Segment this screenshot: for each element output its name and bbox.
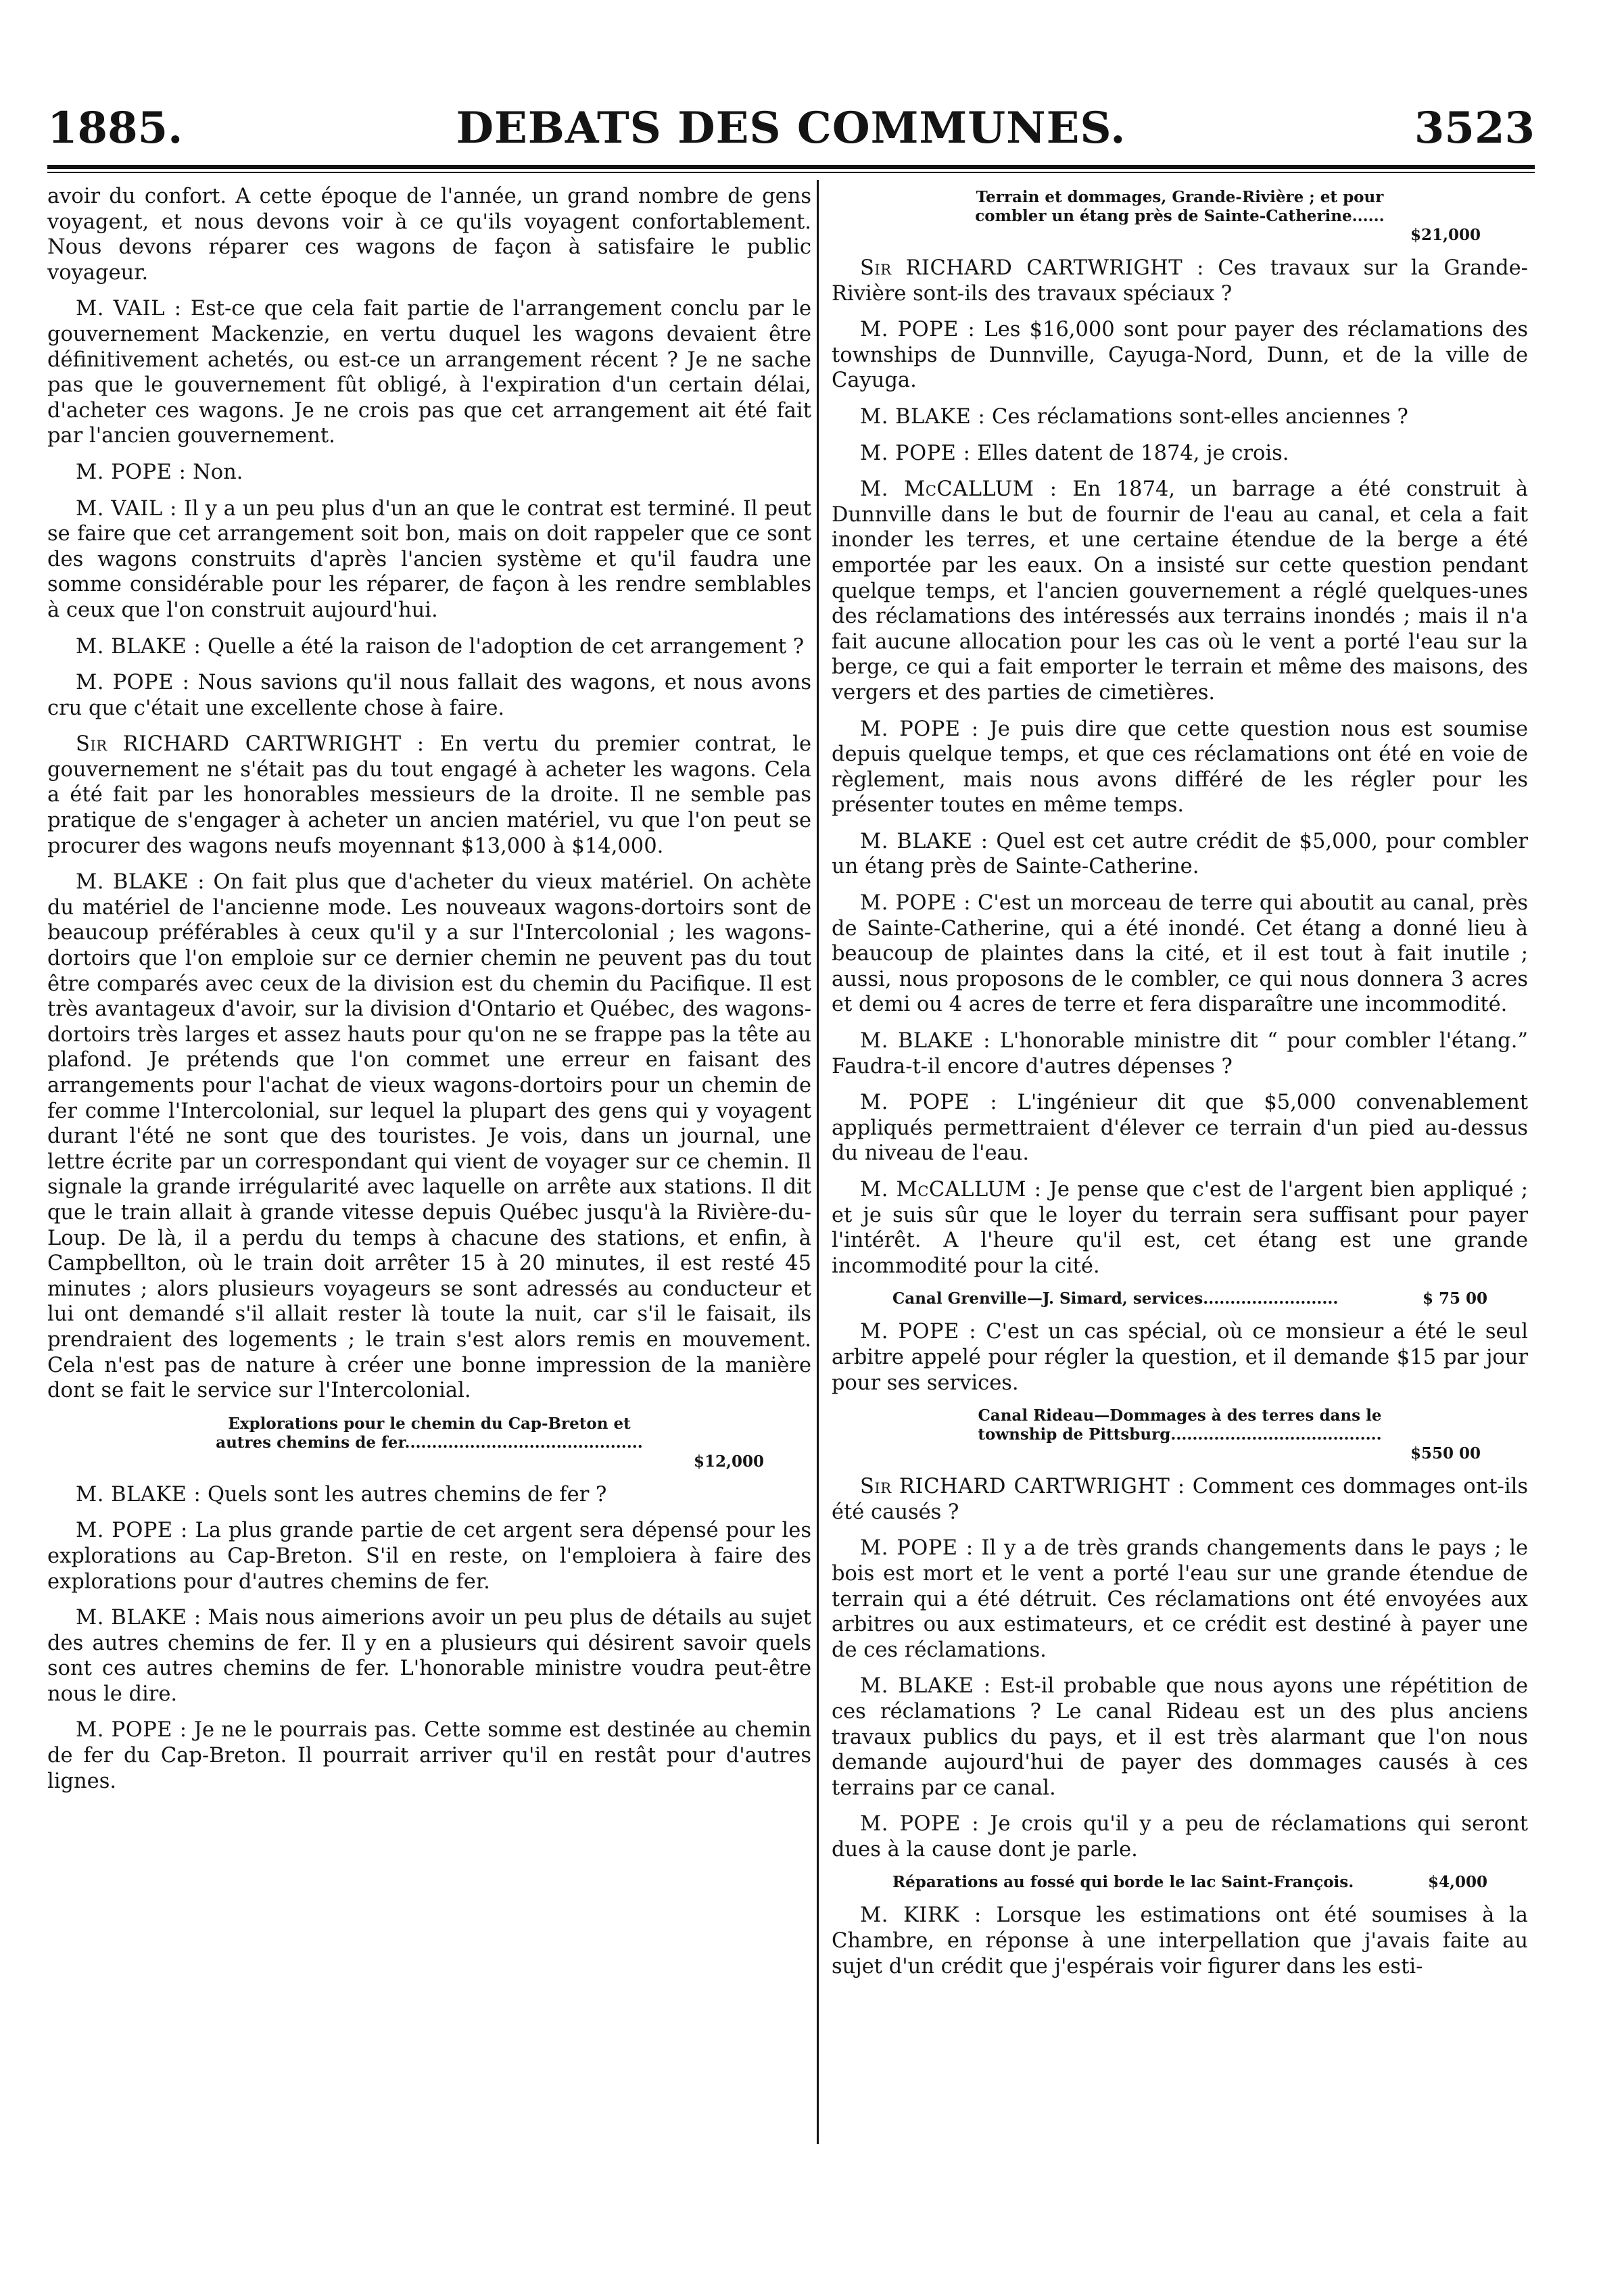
paragraph	[47, 296, 811, 449]
speaker-name: Sir RICHARD CARTWRIGHT :	[860, 1475, 1185, 1499]
budget-item	[832, 1873, 1528, 1892]
paragraph	[47, 184, 811, 285]
speaker-name: M. POPE :	[76, 460, 187, 484]
speech-text: Non.	[193, 460, 243, 484]
paragraph	[832, 1319, 1528, 1396]
speech-text: L'honorable ministre dit “ pour combler l'étang.” Faudra-t-il encore d'autres dépenses ?	[832, 1029, 1528, 1078]
budget-item-description: autres chemins de fer............................................	[216, 1433, 643, 1452]
speech-text: Ces réclamations sont-elles anciennes ?	[992, 404, 1408, 429]
budget-item-amount: $550 00	[1410, 1444, 1481, 1463]
paragraph	[832, 1903, 1528, 1979]
budget-item	[832, 1406, 1528, 1463]
paragraph	[832, 477, 1528, 705]
paragraph	[47, 670, 811, 721]
paragraph	[47, 732, 811, 859]
speech-text: Je crois qu'il y a peu de réclamations qui seront dues à la cause dont je parle.	[832, 1812, 1528, 1861]
speaker-name: M. BLAKE :	[860, 829, 988, 853]
budget-item-amount: $12,000	[693, 1452, 764, 1471]
speaker-name: Sir RICHARD CARTWRIGHT :	[76, 732, 425, 757]
speaker-name: M. KIRK :	[860, 1903, 982, 1928]
page-header	[47, 101, 1535, 162]
paragraph	[47, 634, 811, 660]
speaker-name: M. POPE :	[860, 1320, 977, 1344]
budget-item-amount: $ 75 00	[1422, 1289, 1487, 1308]
paragraph-text: avoir du confort. A cette époque de l'année, un grand nombre de gens voyagent, et nous devons voir à ce qu'ils voyagent confortablement. Nous devons réparer ces wagons de façon à satisfaire le public voyageur.	[47, 185, 811, 285]
header-year: 1885.	[47, 103, 183, 153]
speaker-name: M. POPE :	[76, 1718, 187, 1742]
paragraph	[832, 1090, 1528, 1166]
budget-item-description: combler un étang près de Sainte-Catherine......	[975, 207, 1385, 225]
paragraph	[832, 1811, 1528, 1862]
speaker-name: M. VAIL :	[76, 496, 177, 521]
budget-item	[47, 1415, 811, 1471]
paragraph	[832, 717, 1528, 818]
speaker-name: M. BLAKE :	[76, 1606, 201, 1630]
header-rule-thick	[47, 165, 1535, 169]
speech-text: Il y a un peu plus d'un an que le contrat est terminé. Il peut se faire que cet arrangement soit bon, mais on doit rappeler que ce sont des wagons construits d'après l'ancien système et qu'il faudra une somme considérable pour les réparer, de façon à les rendre semblables à ceux que l'on construit aujourd'hui.	[47, 496, 812, 622]
speaker-name: M. POPE :	[860, 1812, 980, 1836]
speaker-name: M. POPE :	[860, 717, 979, 741]
speech-text: Quel est cet autre crédit de $5,000, pour combler un étang près de Sainte-Catherine.	[832, 829, 1528, 879]
speech-text: Comment ces dommages ont-ils été causés ?	[832, 1475, 1529, 1524]
speech-text: Quels sont les autres chemins de fer ?	[208, 1482, 607, 1506]
speaker-name: M. POPE :	[76, 671, 190, 695]
speaker-name: M. POPE :	[860, 1091, 998, 1115]
budget-item	[832, 188, 1528, 245]
left-column	[47, 184, 811, 1805]
speech-text: On fait plus que d'acheter du vieux matériel. On achète du matériel de l'ancienne mode. Les nouveaux wagons-dortoirs sont de beaucoup préférables à ceux qu'il y a sur l'Intercolonial ; les wagons-dortoirs que l'on emploie sur ce dernier chemin ne peuvent pas du tout être comparés avec ceux de la division est du chemin du Pacifique. Il est très avantageux d'avoir, sur la division d'Ontario et Québec, des wagons-dortoirs très larges et assez hauts pour qu'on ne se frappe pas la tête au plafond. Je prétends que l'on commet une erreur en faisant des arrangements pour l'achat de vieux wagons-dortoirs pour un chemin de fer comme l'Intercolonial, sur lequel la plupart des gens qui y voyagent durant l'été ne sont que des touristes. Je vois, dans un journal, une lettre écrite par un correspondant qui vient de voyager sur ce chemin. Il signale la grande irrégularité avec laquelle on arrête aux stations. Il dit que le train allait à grande vitesse depuis Québec jusqu'à la Rivière-du-Loup. De là, il a perdu du temps à chacune des stations, et enfin, à Campbellton, où le train doit arrêter 15 à 20 minutes, il est resté 45 minutes ; alors plusieurs voyageurs se sont adressés au conducteur et lui ont demandé s'il allait rester là toute la nuit, car s'il le faisait, ils prendraient des logements ; le train s'est alors remis en mouvement. Cela n'est pas de nature à créer une bonne impression de la manière dont se fait le service sur l'Intercolonial.	[47, 870, 811, 1403]
header-rule-thin	[47, 172, 1535, 173]
speech-text: Ces travaux sur la Grande-Rivière sont-ils des travaux spéciaux ?	[832, 256, 1528, 306]
speaker-name: M. BLAKE :	[860, 404, 986, 429]
budget-item-amount: $4,000	[1427, 1873, 1487, 1892]
speech-text: Mais nous aimerions avoir un peu plus de détails au sujet des autres chemins de fer. Il y en a plusieurs qui désirent savoir quels sont ces autres chemins de fer. L'honorable ministre voudra peut-être nous le dire.	[47, 1606, 811, 1706]
paragraph	[832, 1674, 1528, 1801]
paragraph	[47, 460, 811, 485]
header-title: DEBATS DES COMMUNES.	[456, 103, 1126, 153]
paragraph	[832, 891, 1528, 1018]
speech-text: En 1874, un barrage a été construit à Dunnville dans le but de fournir de l'eau au canal, et cela a fait inonder les terres, et une certaine étendue de la berge a été emportée par les eaux. On a insisté sur cette question pendant quelque temps, et l'ancien gouvernement a réglé quelques-unes des réclamations des intéressés aux terrains inondés ; mais il n'a fait aucune allocation pour les cas où le vent a porté l'eau sur la berge, ce qui a fait emporter le terrain et même des maisons, des vergers et des parties de cimetières.	[832, 477, 1529, 705]
speaker-name: M. POPE :	[860, 441, 971, 465]
speech-text: Est-il probable que nous ayons une répétition de ces réclamations ? Le canal Rideau est un des plus anciens travaux publics du pays, et il est très alarmant que l'on nous demande aujourd'hui de payer des dommages causés à ces terrains par ce canal.	[832, 1674, 1528, 1800]
header-page-number: 3523	[1414, 103, 1535, 153]
paragraph	[832, 441, 1528, 467]
paragraph	[832, 404, 1528, 430]
speaker-name: M. POPE :	[860, 318, 976, 342]
budget-item-description: Canal Grenville—J. Simard, services.........................	[892, 1289, 1339, 1308]
paragraph	[47, 1482, 811, 1508]
speaker-name: M. BLAKE :	[76, 634, 201, 659]
budget-item-amount: $21,000	[1410, 226, 1481, 244]
speaker-name: M. McCALLUM :	[860, 1178, 1042, 1202]
budget-item-description: Réparations au fossé qui borde le lac Saint-François.	[892, 1873, 1354, 1892]
speech-text: Il y a de très grands changements dans le pays ; le bois est mort et le vent a porté l'eau sur une grande étendue de terrain qui a été détruit. Ces réclamations ont été envoyées aux arbitres ou aux estimateurs, et ce crédit est destiné à payer une de ces réclamations.	[832, 1536, 1529, 1662]
paragraph	[47, 1518, 811, 1594]
speaker-name: M. POPE :	[76, 1519, 188, 1543]
paragraph	[832, 1474, 1528, 1525]
paragraph	[47, 1605, 811, 1707]
speaker-name: M. BLAKE :	[860, 1674, 991, 1699]
speaker-name: Sir RICHARD CARTWRIGHT :	[860, 256, 1204, 280]
paragraph	[47, 496, 811, 623]
speaker-name: M. POPE :	[860, 1536, 974, 1561]
budget-item-description: township de Pittsburg.......................................	[978, 1425, 1382, 1444]
paragraph	[47, 870, 811, 1403]
speech-text: Lorsque les estimations ont été soumises à la Chambre, en réponse à une interpellation que j'avais faite au sujet d'un crédit que j'espérais voir figurer dans les esti-	[832, 1903, 1528, 1978]
speech-text: En vertu du premier contrat, le gouvernement ne s'était pas du tout engagé à acheter les wagons. Cela a été fait par les honorables messieurs de la droite. Il ne semble pas pratique de s'engager à acheter un ancien matériel, vu que l'on peut se procurer des wagons neufs moyennant $13,000 à $14,000.	[47, 732, 811, 858]
paragraph	[832, 1177, 1528, 1279]
right-column	[832, 184, 1528, 1990]
paragraph	[832, 1536, 1528, 1663]
speech-text: Quelle a été la raison de l'adoption de cet arrangement ?	[208, 634, 805, 659]
paragraph	[832, 256, 1528, 306]
speaker-name: M. BLAKE :	[76, 1482, 201, 1506]
column-divider	[817, 180, 819, 2144]
speaker-name: M. POPE :	[860, 891, 972, 916]
speaker-name: M. McCALLUM :	[860, 477, 1057, 502]
speech-text: Je pense que c'est de l'argent bien appliqué ; et je suis sûr que le loyer du terrain sera suffisant pour payer l'intérêt. A l'heure qu'il est, cet étang est une grande incommodité pour la cité.	[832, 1178, 1528, 1278]
speech-text: Je ne le pourrais pas. Cette somme est destinée au chemin de fer du Cap-Breton. Il pourrait arriver qu'il en restât pour d'autres lignes.	[47, 1718, 811, 1793]
speaker-name: M. VAIL :	[76, 297, 182, 321]
paragraph	[832, 317, 1528, 394]
speech-text: C'est un cas spécial, où ce monsieur a été le seul arbitre appelé pour régler la question, et il demande $15 par jour pour ses services.	[832, 1320, 1528, 1395]
budget-item	[832, 1289, 1528, 1308]
budget-item-description: Terrain et dommages, Grande-Rivière ; et pour	[976, 188, 1384, 206]
paragraph	[832, 1028, 1528, 1079]
paragraph	[47, 1717, 811, 1794]
speech-text: Elles datent de 1874, je crois.	[977, 441, 1289, 465]
speech-text: La plus grande partie de cet argent sera dépensé pour les explorations au Cap-Breton. S'il en reste, on l'emploiera à faire des explorations pour d'autres chemins de fer.	[47, 1519, 812, 1594]
speech-text: Nous savions qu'il nous fallait des wagons, et nous avons cru que c'était une excellente chose à faire.	[47, 671, 811, 720]
speech-text: Je puis dire que cette question nous est soumise depuis quelque temps, et que ces réclamations ont été en voie de règlement, mais nous avons différé de les régler pour les présenter toutes en même temps.	[832, 717, 1528, 817]
speaker-name: M. BLAKE :	[860, 1029, 991, 1053]
budget-item-description: Canal Rideau—Dommages à des terres dans le	[978, 1406, 1382, 1425]
speech-text: L'ingénieur dit que $5,000 convenablement appliqués permettraient d'élever ce terrain d'un pied au-dessus du niveau de l'eau.	[832, 1091, 1528, 1166]
speech-text: C'est un morceau de terre qui aboutit au canal, près de Sainte-Catherine, qui a été inondé. Cet étang a donné lieu à beaucoup de plaintes dans la cité, et il est tout à fait inutile ; aussi, nous proposons de le combler, ce qui nous donnera 3 acres et demi ou 4 acres de terre et fera disparaître une incommodité.	[832, 891, 1529, 1017]
speech-text: Est-ce que cela fait partie de l'arrangement conclu par le gouvernement Mackenzie, en vertu duquel les wagons devaient être définitivement achetés, ou est-ce un arrangement récent ? Je ne sache pas que le gouvernement fût obligé, à l'expiration d'un certain délai, d'acheter ces wagons. Je ne crois pas que cet arrangement ait été fait par l'ancien gouvernement.	[47, 297, 811, 448]
speaker-name: M. BLAKE :	[76, 870, 205, 895]
speech-text: Les $16,000 sont pour payer des réclamations des townships de Dunnville, Cayuga-Nord, Dunn, et de la ville de Cayuga.	[832, 318, 1529, 393]
paragraph	[832, 829, 1528, 880]
budget-item-description: Explorations pour le chemin du Cap-Breton et	[228, 1414, 631, 1433]
